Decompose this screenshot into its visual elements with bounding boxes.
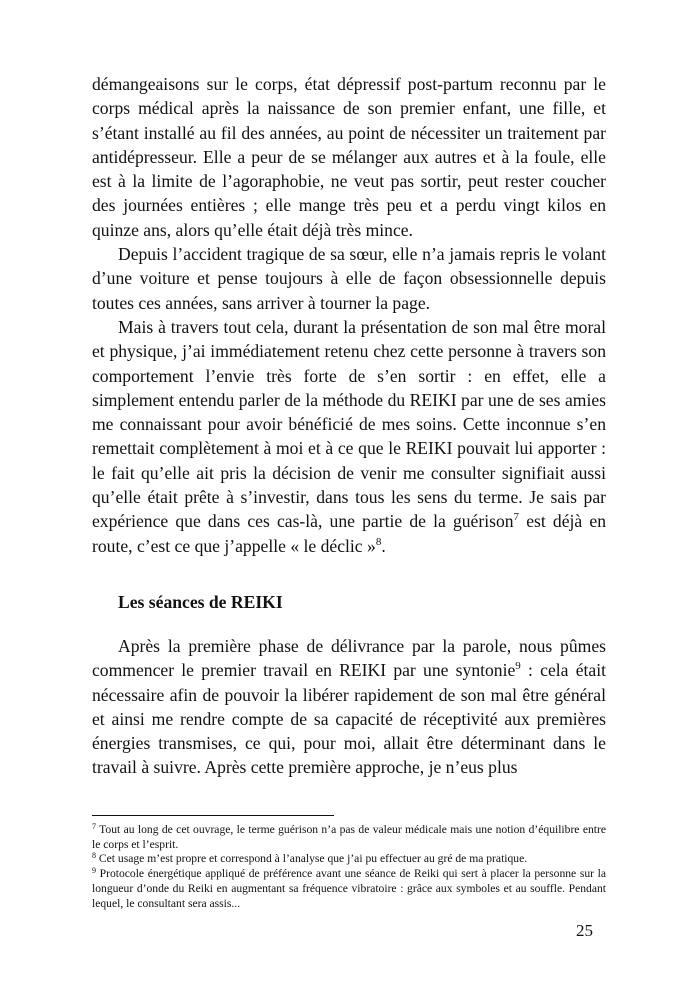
footnote-text: Protocole énergétique appliqué de préférence avant une séance de Reiki qui sert à placer la personne sur la longueur d’onde du Reiki en augmentant sa fréquence vibratoire : grâce aux symboles et au souffle. Pendant lequel, le consultant sera assis...: [92, 867, 606, 910]
footnote-ref-9: 9: [515, 660, 521, 673]
footnotes: [92, 823, 606, 911]
section-body: [92, 634, 606, 780]
section-heading: Les séances de REIKI: [118, 592, 283, 612]
footnote-ref-7: 7: [513, 511, 520, 524]
footnote-text: Tout au long de cet ouvrage, le terme guérison n’a pas de valeur médicale mais une notion d’équilibre entre le corps et l’esprit.: [92, 823, 606, 851]
footnote-ref-8: 8: [375, 535, 382, 548]
paragraph-3: [92, 315, 606, 558]
footnote-8: [92, 852, 606, 867]
footnote-7: [92, 823, 606, 852]
paragraph-1: démangeaisons sur le corps, état dépressif post-partum reconnu par le corps médical après la naissance de son premier enfant, une fille, et s’étant installé au fil des années, au point de nécessiter un traitement par antidépresseur. Elle a peur de se mélanger aux autres et à la foule, elle est à la limite de l’agoraphobie, ne veut pas sortir, peut rester coucher des journées entières ; elle mange très peu et a perdu vingt kilos en quinze ans, alors qu’elle était déjà très mince.: [92, 74, 606, 240]
paragraph-4-text-cont: : cela était nécessaire afin de pouvoir la libérer rapidement de son mal être général et ainsi me rendre compte de sa capacité de réceptivité aux premières énergies transmises, ce qui, pour moi, allait être déterminant dans le travail à suivre. Après cette première approche, je n’eus plus: [92, 660, 606, 778]
page-number: 25: [576, 921, 593, 940]
paragraph-2: Depuis l’accident tragique de sa sœur, elle n’a jamais repris le volant d’une voiture et pense toujours à elle de façon obsessionnelle depuis toutes ces années, sans arriver à tourner la page.: [92, 244, 606, 313]
footnote-number: 7: [92, 822, 96, 831]
footnote-number: 9: [92, 866, 96, 876]
paragraph-3-text: Mais à travers tout cela, durant la présentation de son mal être moral et physique, j’ai immédiatement retenu chez cette personne à travers son comportement l’envie très forte de s’en sortir : en effet, elle a simplement entendu parler de la méthode du REIKI par une de ses amies me connaissant pour avoir bénéficié de mes soins. Cette inconnue s’en remettait complètement à moi et à ce que le REIKI pouvait lui apporter : le fait qu’elle ait pris la décision de venir me consulter signifiait aussi qu’elle était prête à s’investir, dans tous les sens du terme. Je sais par expérience que dans ces cas-là, une partie de la guérison: [92, 316, 606, 532]
footnote-number: 8: [92, 851, 96, 861]
footnote-text: Cet usage m’est propre et correspond à l’analyse que j’ai pu effectuer au gré de ma pratique.: [96, 852, 528, 866]
paragraph-3-text-cont: est déjà en route, c’est ce que j’appelle « le déclic »: [92, 511, 606, 556]
paragraph-3-end: .: [381, 535, 386, 556]
paragraph-4: [92, 634, 606, 780]
paragraph-4-text: Après la première phase de délivrance par la parole, nous pûmes commencer le premier travail en REIKI par une syntonie: [92, 636, 606, 681]
footnote-divider: [92, 815, 334, 816]
footnote-9: [92, 867, 606, 911]
body-text: [92, 72, 606, 558]
